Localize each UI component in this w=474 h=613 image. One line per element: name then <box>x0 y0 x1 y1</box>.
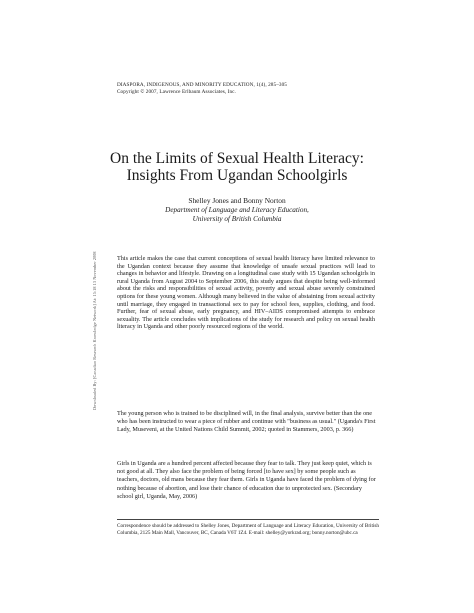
abstract: This article makes the case that current conceptions of sexual health literacy have limited relevance to the Ugandan context because they assume that knowledge of unsafe sexual practices will lead to changes in behavior and lifestyle. Drawing on a longitudinal case study with 15 Ugandan schoolgirls in rural Uganda from August 2004 to September 2006, this study argues that despite being well-informed about the risks and responsibilities of sexual activity, poverty and sexual abuse severely constrained options for these young women. Although many believed in the value of abstaining from sexual activity until marriage, they engaged in transactional sex to pay for school fees, supplies, clothing, and food. Further, fear of sexual abuse, early pregnancy, and HIV–AIDS compromised attempts to embrace sexuality. The article concludes with implications of the study for research and policy on sexual health literacy in Uganda and other poorly resourced regions of the world. <box>117 255 375 331</box>
epigraph-schoolgirl: Girls in Uganda are a hundred percent affected because they fear to talk. They just keep quiet, which is not good at all. They also face the problem of being forced [to have sex] by some people such as teachers, doctors, old mans because they fear them. Girls in Uganda have faced the problem of dying for nothing because of abortion, and lose their chance of education due to unprotected sex. (Secondary school girl, Uganda, May, 2006) <box>117 460 376 500</box>
download-watermark: Downloaded By: [Canadian Research Knowledge Network] At: 15:18 13 November 2008 <box>92 251 97 410</box>
epigraph-first-lady: The young person who is trained to be disciplined will, in the final analysis, survive better than the one who has been instructed to wear a piece of rubber and continue with "business as usual." (Uganda's First Lady, Museveni, at the United Nations Child Summit, 2002; quoted in Stammers, 2003, p. 366) <box>117 410 376 434</box>
footnote-divider <box>117 519 379 520</box>
affiliation-line-1: Department of Language and Literacy Education, <box>165 206 309 214</box>
affiliation <box>60 206 414 224</box>
title-line-2: Insights From Ugandan Schoolgirls <box>126 167 348 184</box>
article-title <box>60 150 414 184</box>
journal-citation: DIASPORA, INDIGENOUS, AND MINORITY EDUCATION, 1(4), 285–305 <box>117 82 287 88</box>
journal-copyright: Copyright © 2007, Lawrence Erlbaum Associates, Inc. <box>117 89 236 95</box>
journal-header <box>117 82 417 96</box>
correspondence-footnote: Correspondence should be addressed to Shelley Jones, Department of Language and Literacy Education, University of British Columbia, 2125 Main Mall, Vancouver, BC, Canada V6T 1Z4. E-mail: shelley@yorkrad.org; bonny.norton@ubc.ca <box>117 523 379 536</box>
title-line-1: On the Limits of Sexual Health Literacy: <box>110 150 364 167</box>
affiliation-line-2: University of British Columbia <box>192 215 282 223</box>
authors: Shelley Jones and Bonny Norton <box>188 196 286 205</box>
